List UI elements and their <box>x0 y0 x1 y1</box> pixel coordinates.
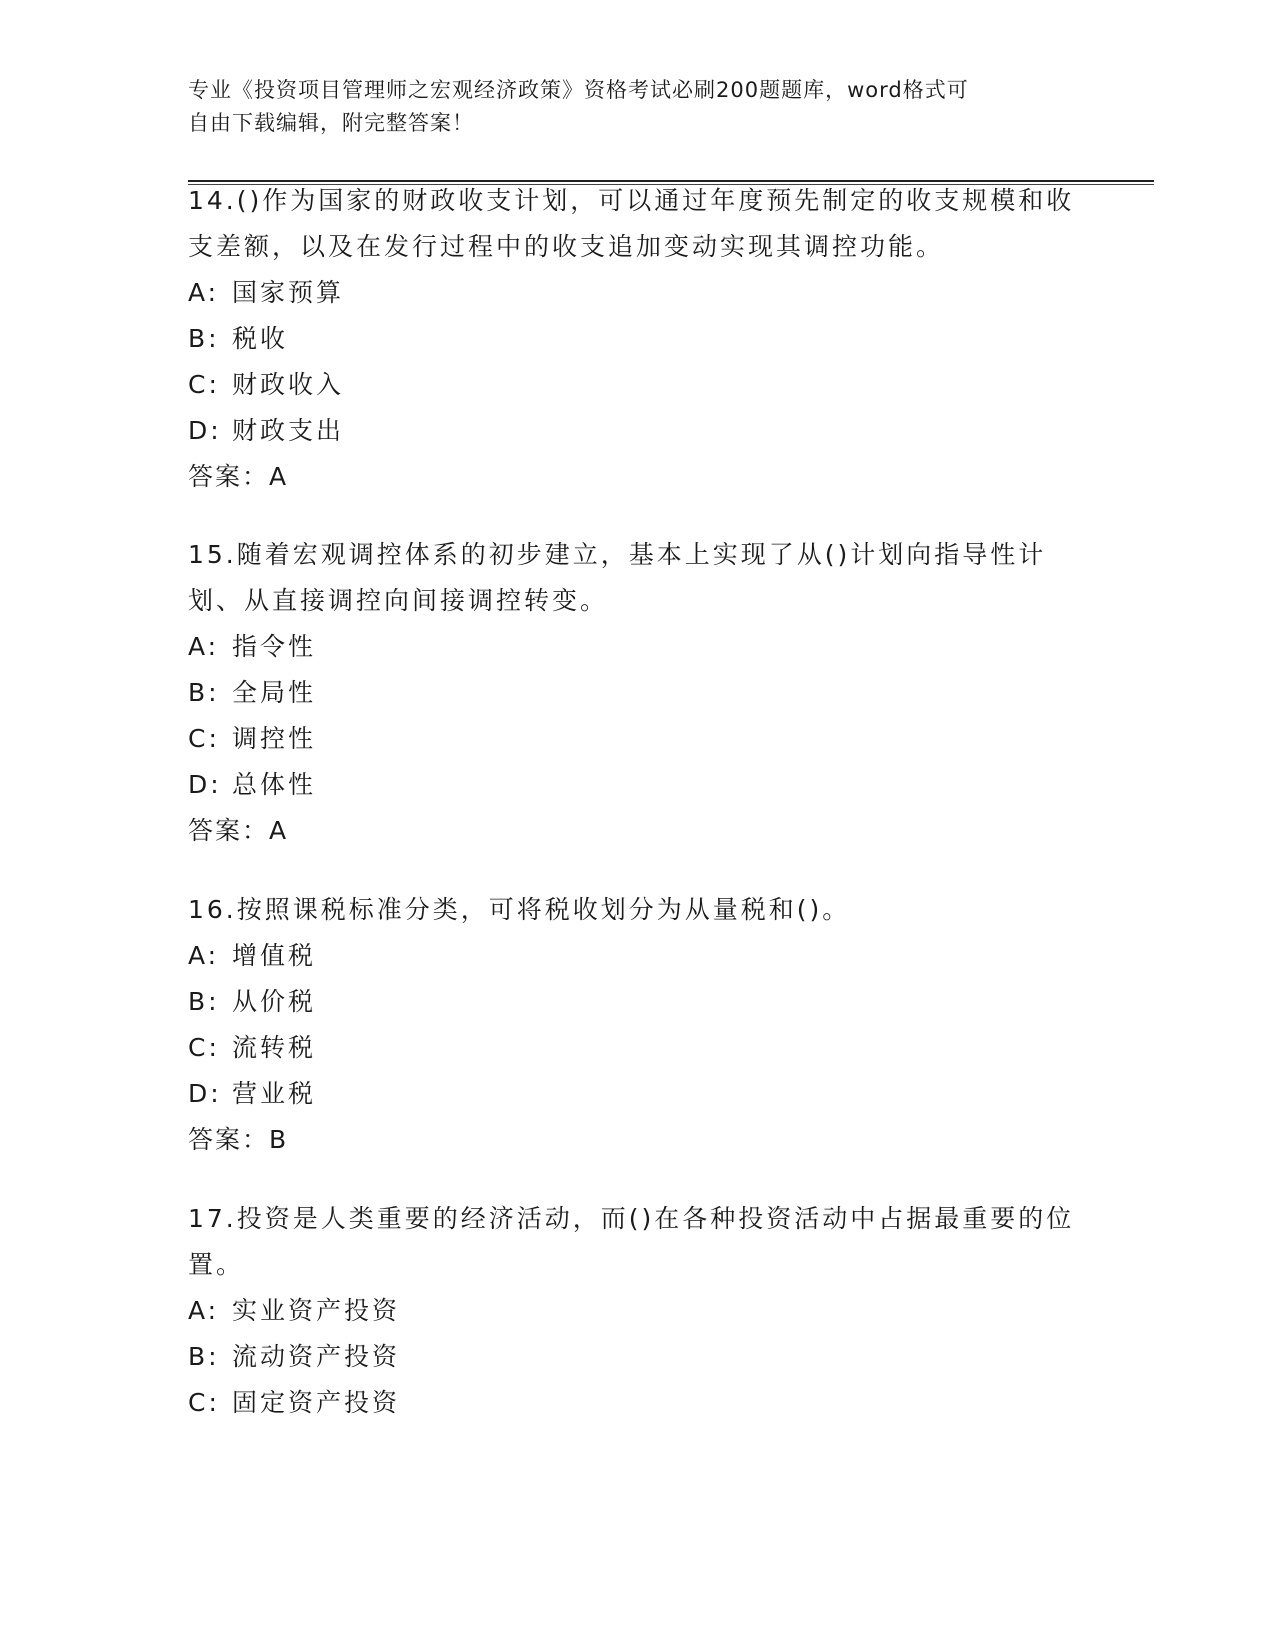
answer: 答案：A <box>188 462 289 491</box>
option-c: C: 固定资产投资 <box>188 1388 401 1417</box>
header-line-2: 自由下载编辑，附完整答案！ <box>188 111 474 135</box>
question-15 <box>188 532 1088 854</box>
option-a: A: 实业资产投资 <box>188 1296 401 1325</box>
answer: 答案：B <box>188 1125 289 1154</box>
question-17 <box>188 1196 1088 1426</box>
question-stem: 16.按照课税标准分类，可将税收划分为从量税和()。 <box>188 895 851 924</box>
header-line-1: 专业《投资项目管理师之宏观经济政策》资格考试必刷200题题库，word格式可 <box>188 78 969 102</box>
answer: 答案：A <box>188 816 289 845</box>
option-c: C: 流转税 <box>188 1033 317 1062</box>
question-stem: 15.随着宏观调控体系的初步建立，基本上实现了从()计划向指导性计划、从直接调控向间接调控转变。 <box>188 540 1047 615</box>
option-b: B: 税收 <box>188 324 289 353</box>
option-b: B: 从价税 <box>188 987 317 1016</box>
option-d: D: 财政支出 <box>188 416 345 445</box>
question-stem: 17.投资是人类重要的经济活动，而()在各种投资活动中占据最重要的位置。 <box>188 1204 1075 1279</box>
option-d: D: 营业税 <box>188 1079 317 1108</box>
option-c: C: 财政收入 <box>188 370 345 399</box>
question-14 <box>188 178 1088 500</box>
option-c: C: 调控性 <box>188 724 317 753</box>
option-a: A: 指令性 <box>188 632 317 661</box>
question-stem: 14.()作为国家的财政收支计划，可以通过年度预先制定的收支规模和收支差额，以及在发行过程中的收支追加变动实现其调控功能。 <box>188 186 1075 261</box>
option-b: B: 流动资产投资 <box>188 1342 401 1371</box>
option-a: A: 国家预算 <box>188 278 345 307</box>
option-b: B: 全局性 <box>188 678 317 707</box>
option-d: D: 总体性 <box>188 770 317 799</box>
question-16 <box>188 887 1088 1163</box>
option-a: A: 增值税 <box>188 941 317 970</box>
document-header <box>188 74 1068 140</box>
